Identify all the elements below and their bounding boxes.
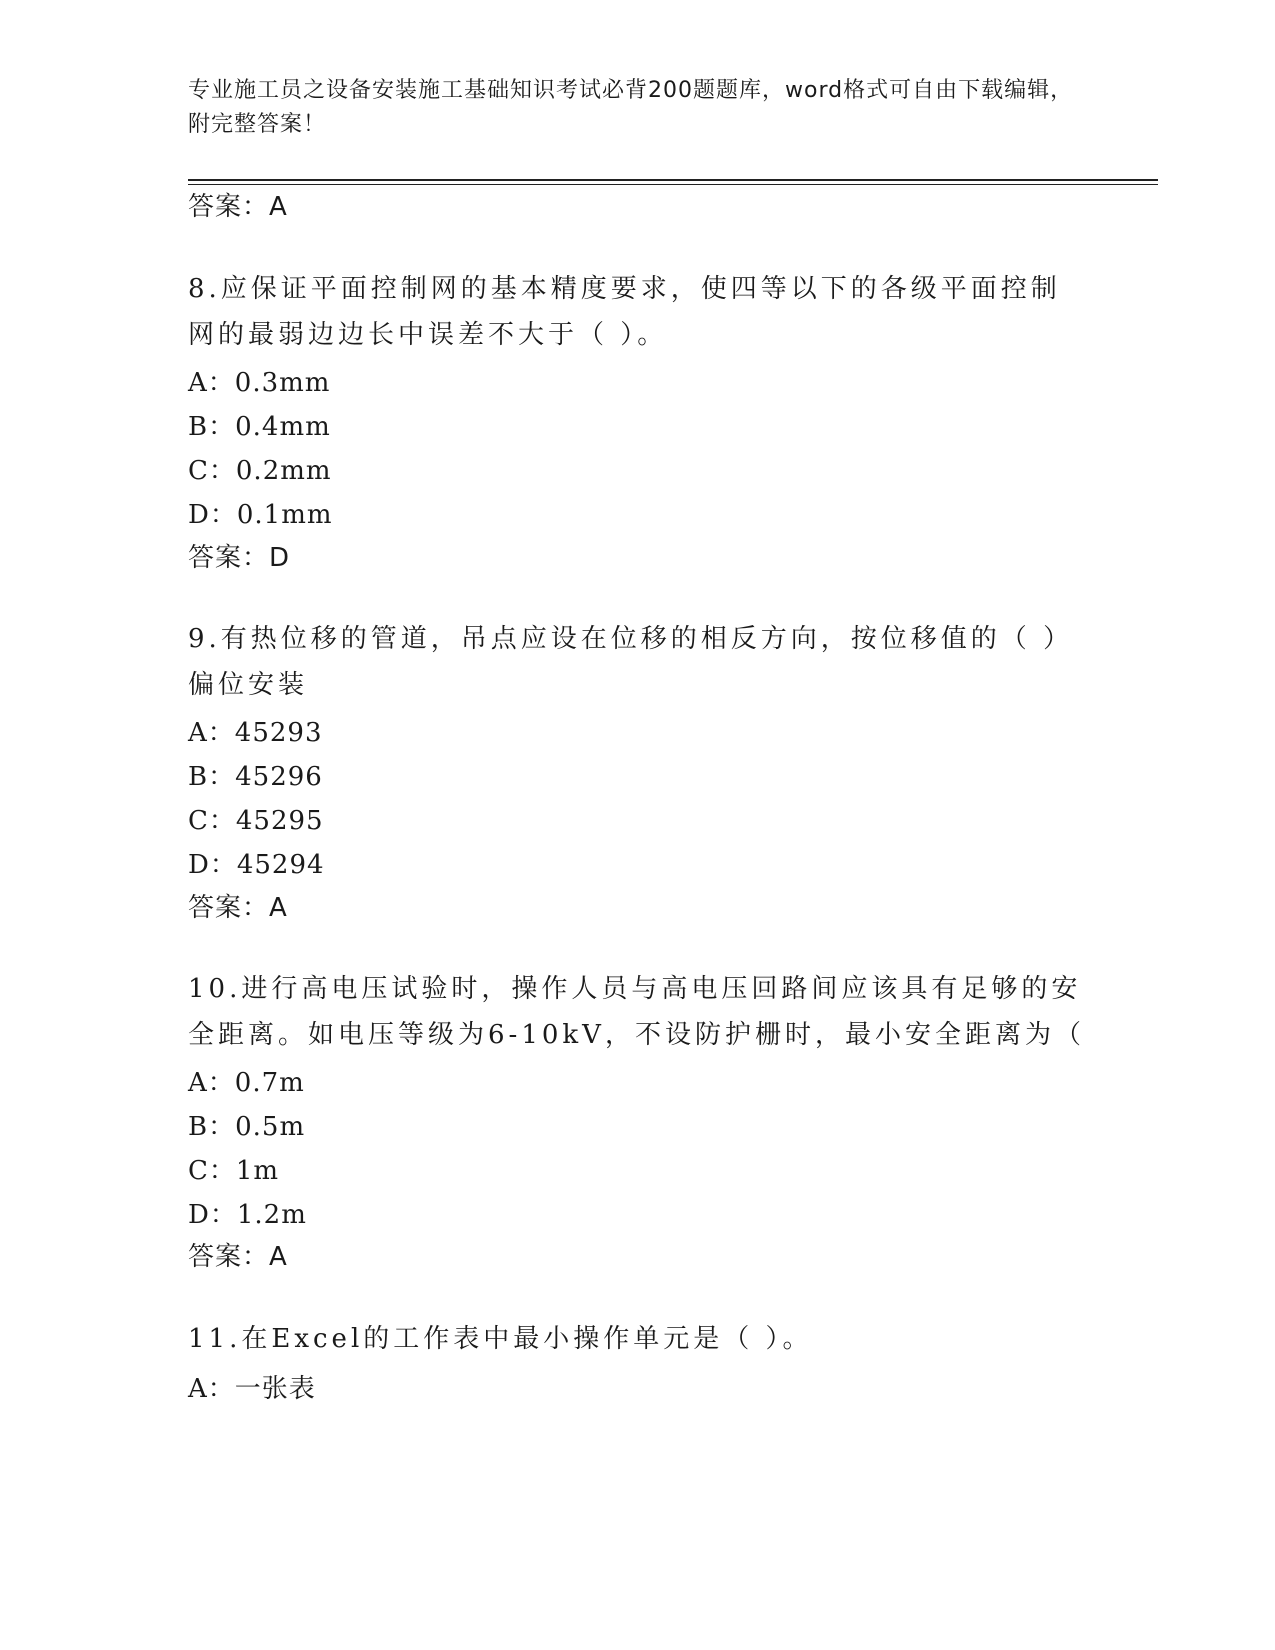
question-9-answer: 答案：A	[188, 893, 288, 923]
question-10-text: 10.进行高电压试验时，操作人员与高电压回路间应该具有足够的安全距离。如电压等级为6-10kV，不设防护栅时，最小安全距离为（	[188, 974, 1085, 1050]
question-8-answer: 答案：D	[188, 543, 291, 573]
question-10-option-c: C：1m	[188, 1156, 280, 1186]
header-divider	[188, 179, 1158, 185]
question-9-text: 9.有热位移的管道，吊点应设在位移的相反方向，按位移值的（ ）偏位安装	[188, 624, 1074, 700]
question-10-option-b: B：0.5m	[188, 1112, 306, 1142]
question-9-option-d: D：45294	[188, 850, 325, 880]
question-10-option-d: D：1.2m	[188, 1200, 307, 1230]
question-10-option-a: A：0.7m	[188, 1068, 305, 1098]
question-8-option-b: B：0.4mm	[188, 412, 331, 442]
question-8-text: 8.应保证平面控制网的基本精度要求，使四等以下的各级平面控制网的最弱边边长中误差不大于（ ）。	[188, 274, 1061, 350]
question-11-option-a: A：一张表	[188, 1374, 316, 1404]
answer-label: 答案：A	[188, 192, 288, 222]
question-8-option-c: C：0.2mm	[188, 456, 332, 486]
question-8-option-a: A：0.3mm	[188, 368, 331, 398]
question-9-option-a: A：45293	[188, 718, 323, 748]
question-9-option-c: C：45295	[188, 806, 324, 836]
question-10-answer: 答案：A	[188, 1242, 288, 1272]
question-8-option-d: D：0.1mm	[188, 500, 333, 530]
document-header: 专业施工员之设备安装施工基础知识考试必背200题题库，word格式可自由下载编辑，附完整答案！	[188, 78, 1074, 137]
question-11-text: 11.在Excel的工作表中最小操作单元是（ ）。	[188, 1324, 813, 1354]
question-9-option-b: B：45296	[188, 762, 323, 792]
